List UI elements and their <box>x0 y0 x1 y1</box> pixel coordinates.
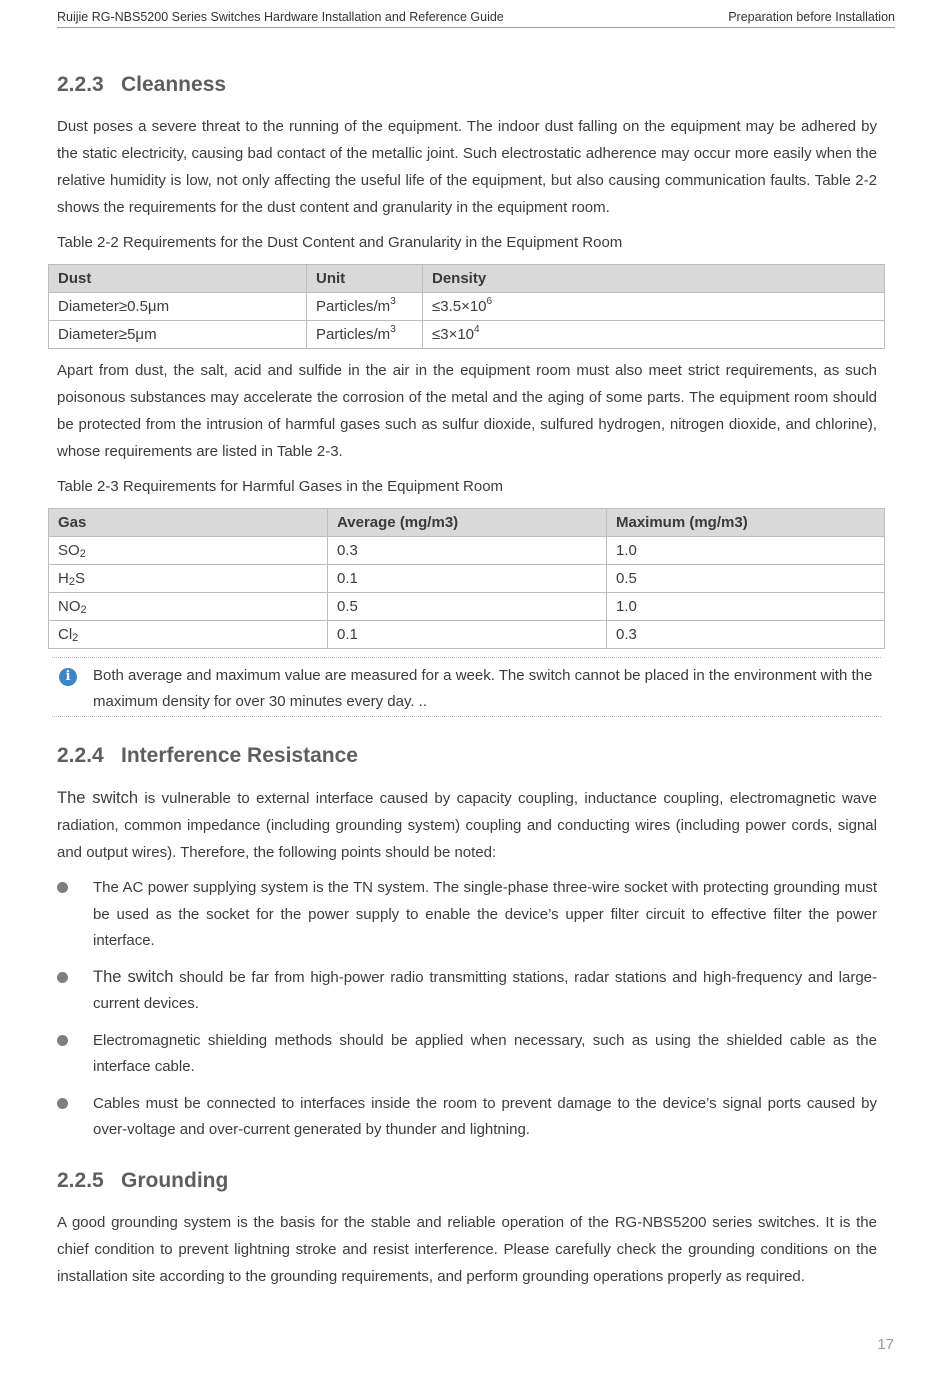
gas-formula: Cl <box>58 626 73 643</box>
bullet-lead: The switch <box>93 967 174 986</box>
header-document-title: Ruijie RG-NBS5200 Series Switches Hardware Installation and Reference Guide <box>57 10 504 24</box>
interference-bullet-list <box>57 874 877 1153</box>
unit-text: Particles/m <box>316 326 391 343</box>
bullet-text: The AC power supplying system is the TN system. The single-phase three-wire socket with protecting grounding must be used as the socket for the power supply to enable the device’s upper filter circuit to effective filter the power interface. <box>93 879 877 949</box>
harmful-gases-paragraph: Apart from dust, the salt, acid and sulfide in the air in the equipment room must also meet strict requirements, as such poisonous substances may accelerate the corrosion of the metal and the aging of some parts. The equipment room should be protected from the intrusion of harmful gases such as sulfur dioxide, sulfured hydrogen, nitrogen dioxide, and chlorine), whose requirements are listed in Table 2-3. <box>57 362 877 460</box>
table-cell: 0.1 <box>328 565 607 593</box>
table-cell <box>307 293 423 321</box>
section-heading-cleanness <box>57 73 226 97</box>
table-header-cell: Density <box>423 265 885 293</box>
table-cell <box>49 593 328 621</box>
section-number: 2.2.5 <box>57 1169 104 1192</box>
gas-subscript: 2 <box>72 632 79 644</box>
table-header-row <box>49 265 885 293</box>
dust-table <box>48 264 885 349</box>
section-title: Cleanness <box>121 73 227 96</box>
table-cell: 0.5 <box>607 565 885 593</box>
section-number: 2.2.3 <box>57 73 104 96</box>
table-header-cell: Unit <box>307 265 423 293</box>
paragraph-rest: is vulnerable to external interface caused by capacity coupling, inductance coupling, electromagnetic wave radiation, common impedance (including grounding system) coupling and conducting wires (including power cords, signal and output wires). Therefore, the following points should be noted: <box>57 790 877 861</box>
table-cell: 1.0 <box>607 593 885 621</box>
table-row <box>49 593 885 621</box>
gas-subscript: 2 <box>68 576 75 588</box>
gas-formula-suffix: S <box>74 570 85 587</box>
info-icon: i <box>59 668 77 686</box>
section-number: 2.2.4 <box>57 744 104 767</box>
bullet-dot-icon <box>57 972 68 983</box>
table-2-2-caption: Table 2-2 Requirements for the Dust Content and Granularity in the Equipment Room <box>57 234 623 251</box>
note-text: Both average and maximum value are measured for a week. The switch cannot be placed in the environment with the maximum density for over 30 minutes every day. .. <box>93 667 873 710</box>
table-header-cell: Maximum (mg/m3) <box>607 509 885 537</box>
section-title: Interference Resistance <box>121 744 358 767</box>
harmful-gases-table <box>48 508 885 649</box>
list-item <box>57 874 877 955</box>
table-cell: 0.3 <box>328 537 607 565</box>
table-cell <box>49 621 328 649</box>
table-cell <box>49 537 328 565</box>
table-row <box>49 621 885 649</box>
table-header-row <box>49 509 885 537</box>
list-item <box>57 1090 877 1144</box>
table-row <box>49 321 885 349</box>
table-cell: 1.0 <box>607 537 885 565</box>
list-item <box>57 964 877 1018</box>
table-header-cell: Average (mg/m3) <box>328 509 607 537</box>
density-text: ≤3×10 <box>432 326 475 343</box>
unit-text: Particles/m <box>316 298 391 315</box>
section-heading-interference <box>57 744 358 768</box>
table-2-3-caption: Table 2-3 Requirements for Harmful Gases in the Equipment Room <box>57 478 504 495</box>
bullet-dot-icon <box>57 882 68 893</box>
bullet-text: should be far from high-power radio transmitting stations, radar stations and high-frequency and large-current devices. <box>93 968 878 1012</box>
interference-paragraph <box>57 785 877 866</box>
table-cell <box>307 321 423 349</box>
unit-exponent: 3 <box>390 296 396 307</box>
table-row <box>49 565 885 593</box>
bullet-dot-icon <box>57 1035 68 1046</box>
header-chapter-title: Preparation before Installation <box>728 10 895 24</box>
table-cell: 0.1 <box>328 621 607 649</box>
section-title: Grounding <box>121 1169 229 1192</box>
gas-formula: H <box>58 570 69 587</box>
table-cell <box>423 293 885 321</box>
table-header-cell: Dust <box>49 265 307 293</box>
table-cell: Diameter≥0.5μm <box>49 293 307 321</box>
density-exponent: 4 <box>474 324 480 335</box>
list-item <box>57 1027 877 1081</box>
gas-formula: SO <box>58 542 80 559</box>
section-heading-grounding <box>57 1169 228 1193</box>
grounding-paragraph: A good grounding system is the basis for the stable and reliable operation of the RG-NBS5200 series switches. It is the chief condition to prevent lightning stroke and resist interference. Please carefully check the grounding conditions on the installation site according to the grounding requirements, and perform grounding operations properly as required. <box>57 1214 877 1285</box>
table-cell: 0.3 <box>607 621 885 649</box>
gas-subscript: 2 <box>80 604 87 616</box>
bullet-dot-icon <box>57 1098 68 1109</box>
page-number: 17 <box>877 1336 894 1353</box>
gas-formula: NO <box>58 598 81 615</box>
table-cell: 0.5 <box>328 593 607 621</box>
unit-exponent: 3 <box>390 324 396 335</box>
table-header-cell: Gas <box>49 509 328 537</box>
density-text: ≤3.5×10 <box>432 298 487 315</box>
table-cell: Diameter≥5μm <box>49 321 307 349</box>
density-exponent: 6 <box>486 296 493 307</box>
table-row <box>49 537 885 565</box>
info-note <box>52 657 881 717</box>
gas-subscript: 2 <box>79 548 86 560</box>
table-cell <box>423 321 885 349</box>
page-header <box>57 10 895 28</box>
table-cell <box>49 565 328 593</box>
bullet-text: Cables must be connected to interfaces inside the room to prevent damage to the device’s signal ports caused by over-voltage and over-current generated by thunder and lightning. <box>93 1094 877 1138</box>
bullet-text: Electromagnetic shielding methods should be applied when necessary, such as using the shielded cable as the interface cable. <box>93 1031 877 1075</box>
paragraph-lead: The switch <box>57 789 139 807</box>
cleanness-paragraph: Dust poses a severe threat to the running of the equipment. The indoor dust falling on the equipment may be adhered by the static electricity, causing bad contact of the metallic joint. Such electrostatic adherence may occur more easily when the relative humidity is low, not only affecting the useful life of the equipment, but also causing communication faults. Table 2-2 shows the requirements for the dust content and granularity in the equipment room. <box>57 118 877 216</box>
table-row <box>49 293 885 321</box>
